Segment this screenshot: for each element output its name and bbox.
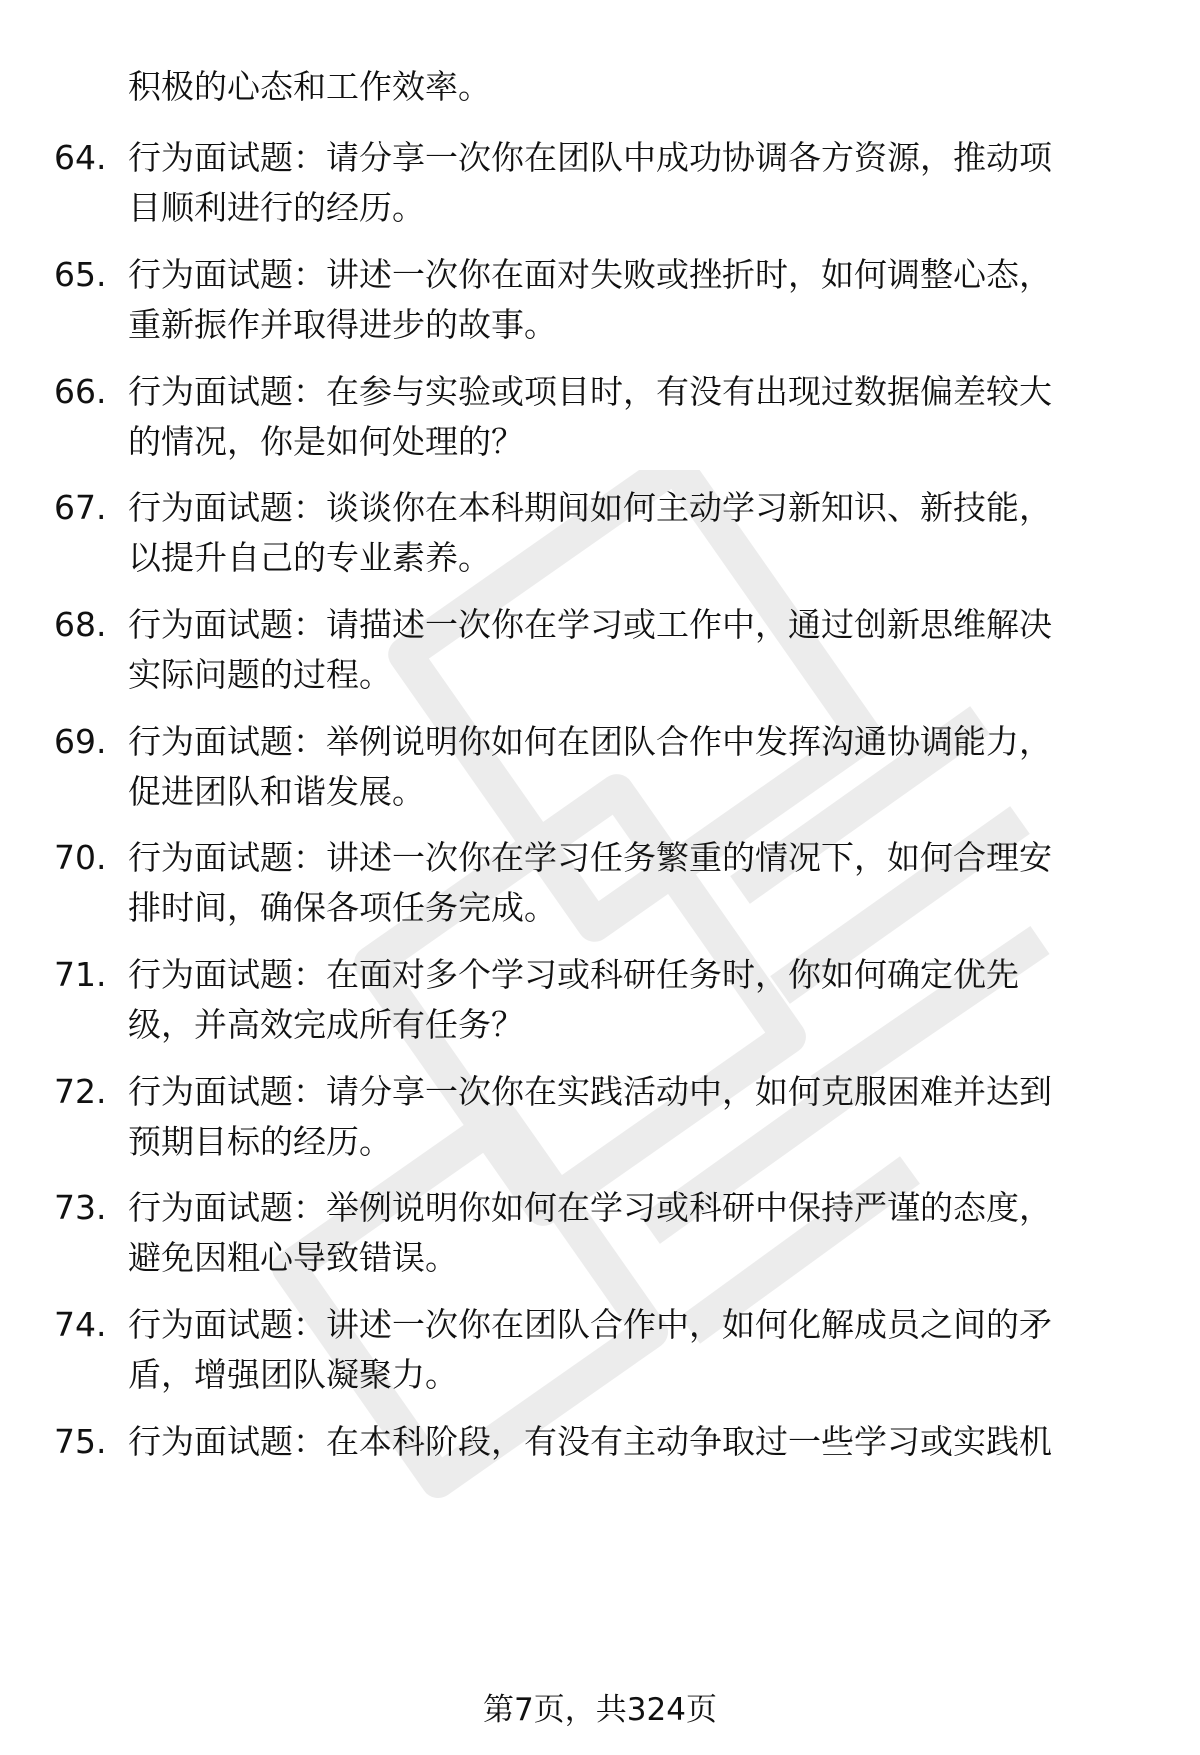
question-number: 68. [54,605,107,644]
question-text-line2: 目顺利进行的经历。 [128,188,425,227]
question-text-line2: 重新振作并取得进步的故事。 [128,305,557,344]
question-item-68 [0,600,1200,710]
question-item-73 [0,1183,1200,1293]
question-number: 66. [54,372,107,411]
question-text-line2: 级，并高效完成所有任务？ [128,1005,524,1044]
question-item-71 [0,950,1200,1060]
question-item-74 [0,1300,1200,1410]
question-item-64 [0,133,1200,243]
question-item-67 [0,483,1200,593]
question-text-line1: 行为面试题：谈谈你在本科期间如何主动学习新知识、新技能， [128,488,1052,527]
question-item-70 [0,833,1200,943]
question-number: 70. [54,838,107,877]
question-text-line2: 的情况，你是如何处理的？ [128,422,524,461]
question-text-line2: 避免因粗心导致错误。 [128,1238,458,1277]
question-number: 75. [54,1422,107,1461]
page-footer: 第7页，共324页 [483,1692,717,1728]
question-text-line2: 促进团队和谐发展。 [128,772,425,811]
question-text-line1: 行为面试题：讲述一次你在学习任务繁重的情况下，如何合理安 [128,838,1052,877]
question-number: 73. [54,1188,107,1227]
question-number: 67. [54,488,107,527]
question-text-line1: 行为面试题：在参与实验或项目时，有没有出现过数据偏差较大 [128,372,1052,411]
question-number: 69. [54,722,107,761]
question-text-line1: 行为面试题：请描述一次你在学习或工作中，通过创新思维解决 [128,605,1052,644]
question-text-line1: 行为面试题：讲述一次你在团队合作中，如何化解成员之间的矛 [128,1305,1052,1344]
question-text-line1: 行为面试题：在面对多个学习或科研任务时，你如何确定优先 [128,955,1019,994]
question-number: 72. [54,1072,107,1111]
question-text-line2: 盾，增强团队凝聚力。 [128,1355,458,1394]
question-text-line1: 行为面试题：举例说明你如何在团队合作中发挥沟通协调能力， [128,722,1052,761]
question-text-line1: 行为面试题：请分享一次你在团队中成功协调各方资源，推动项 [128,138,1052,177]
question-text-line2: 实际问题的过程。 [128,655,392,694]
question-text-line2: 预期目标的经历。 [128,1122,392,1161]
question-text-line1: 行为面试题：讲述一次你在面对失败或挫折时，如何调整心态， [128,255,1052,294]
question-text-line1: 行为面试题：在本科阶段，有没有主动争取过一些学习或实践机 [128,1422,1052,1461]
question-item-72 [0,1067,1200,1177]
question-number: 74. [54,1305,107,1344]
question-text-line1: 行为面试题：举例说明你如何在学习或科研中保持严谨的态度， [128,1188,1052,1227]
question-item-66 [0,367,1200,477]
question-item-65 [0,250,1200,360]
question-text-line2: 以提升自己的专业素养。 [128,538,491,577]
question-text-line2: 排时间，确保各项任务完成。 [128,888,557,927]
question-number: 71. [54,955,107,994]
continuation-text: 积极的心态和工作效率。 [128,67,491,106]
question-item-75 [0,1417,1200,1527]
question-text-line1: 行为面试题：请分享一次你在实践活动中，如何克服困难并达到 [128,1072,1052,1111]
question-number: 65. [54,255,107,294]
question-number: 64. [54,138,107,177]
question-item-69 [0,717,1200,827]
